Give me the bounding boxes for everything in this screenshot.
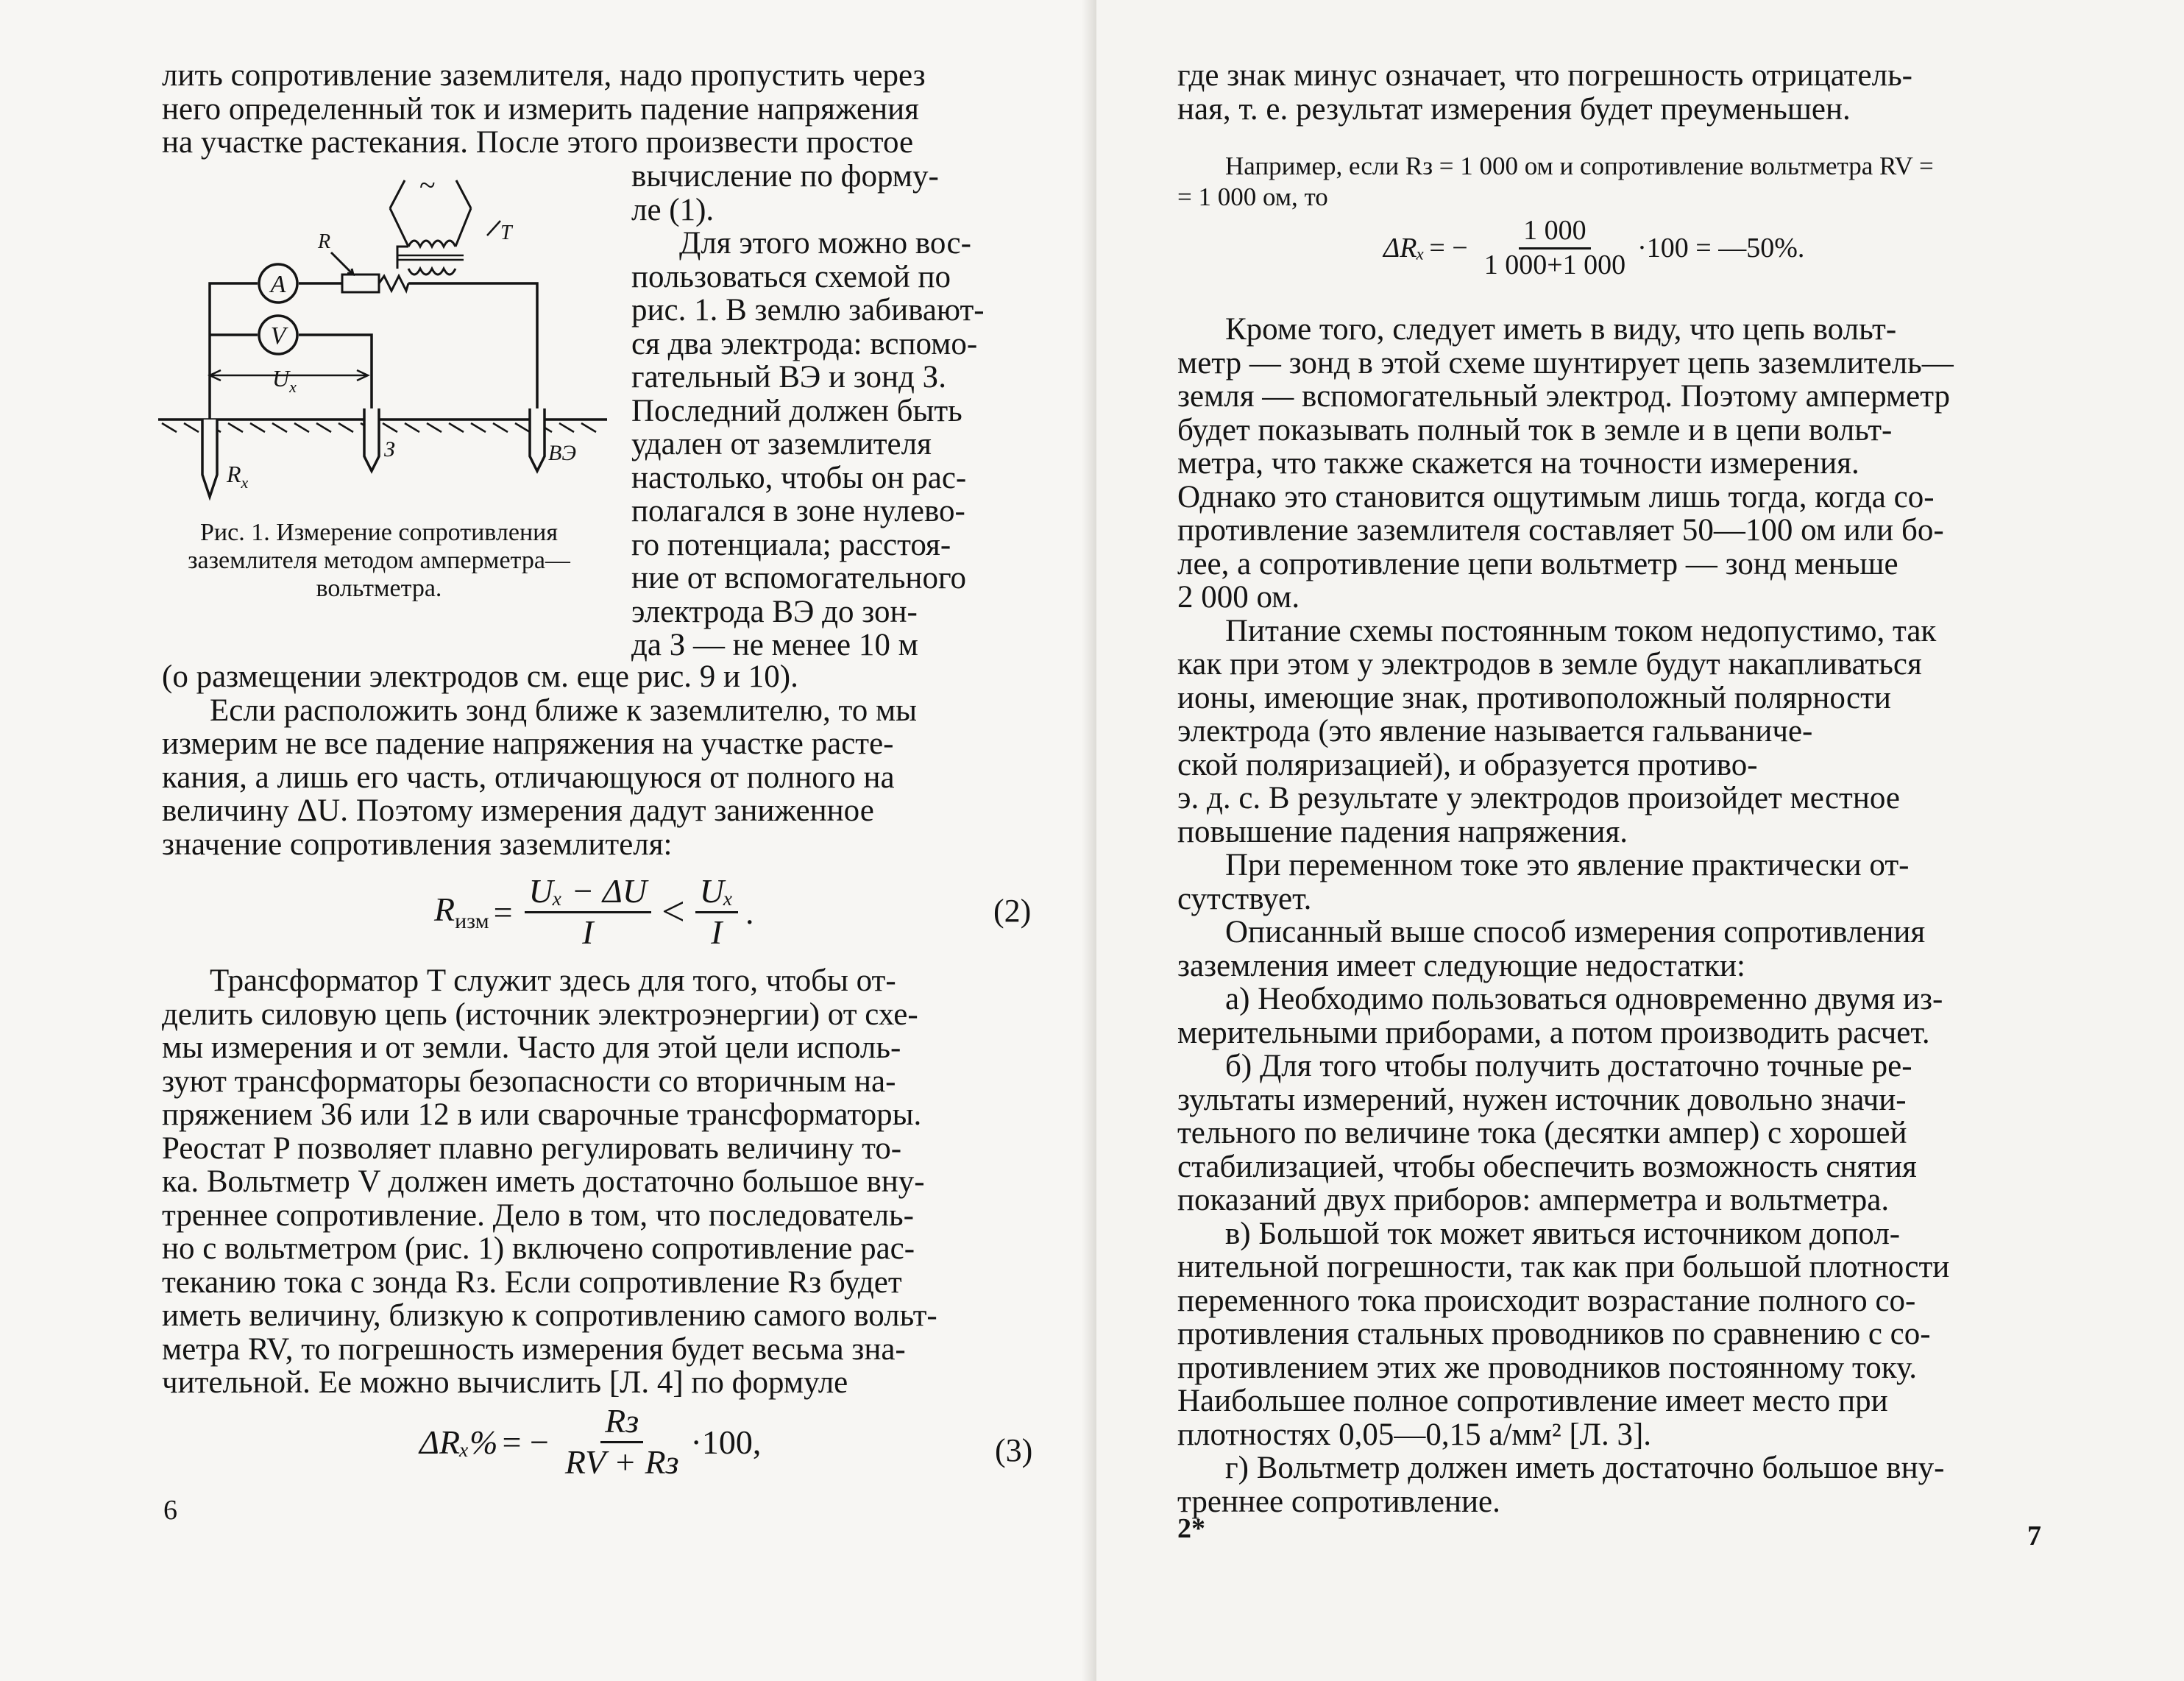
side-column [631, 160, 1027, 662]
grounding-electrode [202, 420, 217, 497]
example-formula [1383, 215, 1804, 281]
formula-less-than: < [662, 889, 685, 935]
text-line: зуют трансформаторы безопасности со вторичным на- [162, 1064, 896, 1099]
text-line: плотностях 0,05—0,15 а/мм² [Л. 3]. [1177, 1417, 1652, 1452]
page-number: 6 [163, 1495, 177, 1526]
text-line: нительной погрешности, так как при большой плотности [1177, 1250, 1950, 1284]
aux-electrode [530, 408, 545, 471]
text-line: При переменном токе это явление практически от- [1225, 848, 1910, 882]
text-line: Для этого можно вос- [679, 226, 971, 261]
formula-2 [434, 872, 754, 952]
fraction-1: $\frac{\text{Uₓ − ΔU}}{I}$ [525, 872, 652, 952]
text-line: вычисление по форму- [631, 159, 939, 194]
formula-tail: ·100 = —50%. [1637, 233, 1805, 264]
text-line: противления стальных проводников по сравнению с со- [1177, 1317, 1931, 1351]
text-line: земля — вспомогательный электрод. Поэтому амперметр [1177, 379, 1951, 414]
text-line: ской поляризацией), и образуется противо- [1177, 747, 1758, 782]
text-line: Питание схемы постоянным током недопустимо, так [1225, 613, 1937, 648]
text-line: Если расположить зонд ближе к заземлителю, то мы [210, 693, 918, 728]
formula-lhs: ΔRₓ [1383, 233, 1425, 264]
text-line: б) Для того чтобы получить достаточно точные ре- [1225, 1049, 1912, 1083]
text-line: гательный ВЭ и зонд З. [631, 360, 946, 394]
text-line: = 1 000 ом, то [1177, 183, 1328, 211]
text-line: электрода ВЭ до зон- [631, 594, 918, 629]
text-line: делить силовую цепь (источник электроэнергии) от схе- [162, 997, 918, 1032]
text-line: Однако это становится ощутимым лишь тогда, когда со- [1177, 479, 1935, 514]
body-paragraph-2 [162, 964, 1027, 1400]
text-line: треннее сопротивление. Дело в том, что последователь- [162, 1197, 914, 1233]
formula-lhs: ΔRₓ% [419, 1423, 498, 1461]
text-line: Например, если Rз = 1 000 ом и сопротивление вольтметра RV = [1225, 152, 1934, 180]
formula-end: . [745, 893, 754, 931]
text-line: повышение падения напряжения. [1177, 814, 1628, 849]
text-line: стабилизацией, чтобы обеспечить возможность снятия [1177, 1149, 1917, 1184]
text-line: лить сопротивление заземлителя, надо пропустить через [162, 58, 926, 93]
text-line: переменного тока происходит возрастание полного со- [1177, 1283, 1916, 1318]
text-line: удален от заземлителя [631, 427, 932, 461]
text-line: измерим не все падение напряжения на участке расте- [162, 726, 894, 761]
fraction: $\frac{1 000}{1 000+1 000}$ [1483, 215, 1626, 280]
page-number: 7 [2027, 1521, 2041, 1551]
text-line: в) Большой ток может явиться источником допол- [1225, 1216, 1901, 1251]
text-line: где знак минус означает, что погрешность отрицатель- [1177, 58, 1912, 93]
text-line: теканию тока с зонда Rз. Если сопротивление Rз будет [162, 1264, 902, 1300]
text-line: мерительными приборами, а потом производить расчет. [1177, 1015, 1930, 1050]
text-line: Последний должен быть [631, 393, 962, 428]
text-line: Трансформатор T служит здесь для того, чтобы от- [210, 963, 896, 998]
text-line: рис. 1. В землю забивают- [631, 293, 985, 328]
formula-eq: = − [502, 1423, 549, 1461]
example-paragraph [1177, 151, 2112, 213]
text-line: величину ΔU. Поэтому измерения дадут заниженное [162, 793, 874, 828]
voltmeter-label: V [270, 322, 286, 350]
circuit-diagram [155, 166, 611, 504]
text-line: ние от вспомогательного [631, 561, 967, 595]
body-text [1177, 313, 2112, 1518]
formula-lhs: $R_{изм}$ [434, 891, 489, 934]
caption-line: заземлителя методом амперметра— [188, 547, 570, 574]
ac-source-symbol: ~ [419, 169, 436, 202]
right-page [1096, 0, 2184, 1681]
text-line: да З — не менее 10 м [631, 628, 918, 662]
text-line: ионы, имеющие знак, противоположный полярности [1177, 680, 1891, 715]
fraction: $\frac{Rз}{RV + Rз}$ [564, 1402, 679, 1481]
text-line: го потенциала; расстоя- [631, 527, 951, 562]
intro-paragraph [162, 59, 1027, 160]
top-paragraph [1177, 59, 2112, 126]
text-line: противлением этих же проводников постоянному току. [1177, 1350, 1917, 1385]
formula-3 [419, 1402, 761, 1482]
formula-eq: = − [1429, 233, 1468, 264]
text-line: тельного по величине тока (десятки ампер) с хорошей [1177, 1116, 1907, 1150]
text-line: метр — зонд в этой схеме шунтирует цепь заземлитель— [1177, 345, 1954, 381]
text-line: Кроме того, следует иметь в виду, что цепь вольт- [1225, 312, 1897, 347]
text-line: метра, что также скажется на точности измерения. [1177, 446, 1859, 481]
signature-mark: 2* [1177, 1513, 1205, 1544]
text-line: сутствует. [1177, 881, 1312, 916]
probe-electrode [364, 408, 379, 471]
text-line: треннее сопротивление. [1177, 1484, 1500, 1519]
text-line: чительной. Ее можно вычислить [Л. 4] по формуле [162, 1365, 848, 1400]
text-line: него определенный ток и измерить падение напряжения [162, 91, 919, 127]
text-line: Описанный выше способ измерения сопротивления [1225, 915, 1926, 949]
text-line: настолько, чтобы он рас- [631, 460, 967, 495]
caption-line: вольтметра. [316, 575, 442, 602]
text-line: как при этом у электродов в земле будут накапливаться [1177, 647, 1922, 682]
equation-number-2: (2) [993, 893, 1032, 929]
text-line: ся два электрода: вспомо- [631, 326, 978, 361]
text-line: будет показывать полный ток в земле и в цепи вольт- [1177, 412, 1893, 447]
text-line: Реостат P позволяет плавно регулировать величину то- [162, 1130, 902, 1166]
probe-label: З [384, 437, 395, 461]
text-line: мы измерения и от земли. Часто для этой цели исполь- [162, 1030, 901, 1065]
caption-line: Рис. 1. Измерение сопротивления [200, 519, 558, 546]
ground-resistance-label: $R_x$ [227, 461, 249, 492]
text-line: 2 000 ом. [1177, 580, 1300, 615]
text-line: ка. Вольтметр V должен иметь достаточно большое вну- [162, 1164, 925, 1199]
voltage-label: $U_x$ [272, 365, 297, 396]
text-line: зультаты измерений, нужен источник довольно значи- [1177, 1082, 1907, 1117]
aux-electrode-label: ВЭ [548, 441, 576, 465]
ammeter-label: A [270, 271, 286, 298]
text-line: показаний двух приборов: амперметра и вольтметра. [1177, 1183, 1890, 1217]
text-line: электрода (это явление называется гальваниче- [1177, 714, 1813, 749]
text-line: э. д. с. В результате у электродов произойдет местное [1177, 781, 1900, 815]
equation-number-3: (3) [995, 1432, 1033, 1468]
text-line: метра RV, то погрешность измерения будет весьма зна- [162, 1331, 906, 1367]
text-line: пряжением 36 или 12 в или сварочные трансформаторы. [162, 1097, 922, 1132]
fraction-2: $\frac{\text{Uₓ}}{I}$ [695, 872, 738, 952]
text-line: ле (1). [631, 192, 715, 227]
body-paragraph-1 [162, 660, 1027, 861]
text-line: ная, т. е. результат измерения будет преуменьшен. [1177, 91, 1851, 127]
formula-eq: = [493, 893, 513, 931]
text-line: заземления имеет следующие недостатки: [1177, 948, 1745, 983]
text-line: противление заземлителя составляет 50—100 ом или бо- [1177, 513, 1944, 548]
rheostat-label: R [318, 230, 331, 253]
text-line: на участке растекания. После этого произвести простое [162, 125, 914, 160]
text-line: пользоваться схемой по [631, 259, 951, 294]
transformer-label: T [500, 222, 512, 244]
text-line: полагался в зоне нулево- [631, 494, 965, 528]
text-line: г) Вольтметр должен иметь достаточно большое вну- [1225, 1451, 1945, 1485]
text-line: а) Необходимо пользоваться одновременно двумя из- [1225, 982, 1943, 1016]
text-line: кания, а лишь его часть, отличающуюся от полного на [162, 760, 895, 795]
text-line: но с вольтметром (рис. 1) включено сопротивление рас- [162, 1231, 915, 1266]
text-line: (о размещении электродов см. еще рис. 9 и 10). [162, 659, 798, 694]
text-line: иметь величину, близкую к сопротивлению самого вольт- [162, 1298, 937, 1333]
text-line: Наибольшее полное сопротивление имеет место при [1177, 1384, 1888, 1418]
text-line: лее, а сопротивление цепи вольтметр — зонд меньше [1177, 546, 1898, 581]
figure-caption [158, 519, 600, 603]
text-line: значение сопротивления заземлителя: [162, 827, 673, 862]
formula-tail: ·100, [690, 1423, 762, 1461]
